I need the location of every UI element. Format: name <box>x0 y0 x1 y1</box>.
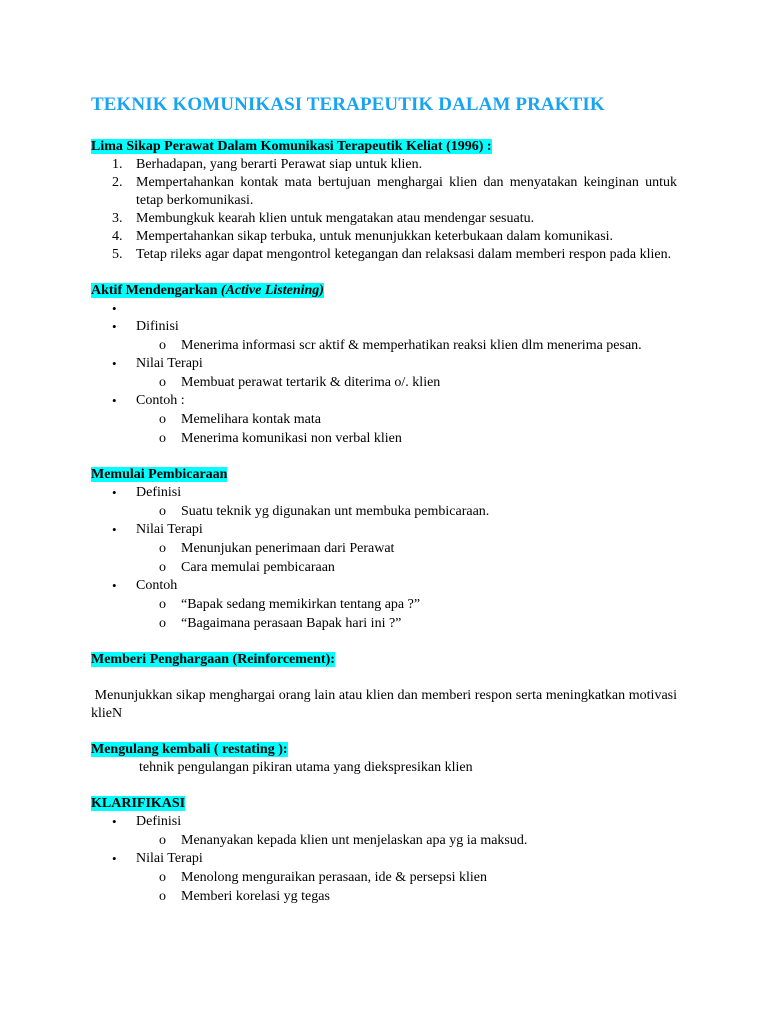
list-item <box>91 174 677 210</box>
document-title: TEKNIK KOMUNIKASI TERAPEUTIK DALAM PRAKTIK <box>91 94 605 115</box>
bullet-text: Difinisi <box>136 319 179 334</box>
bullet-icon: • <box>112 319 117 334</box>
circle-bullet-icon: o <box>159 560 166 575</box>
bullet-text: Definisi <box>136 814 182 829</box>
bullet-text: Nilai Terapi <box>136 851 203 866</box>
bullet-icon: • <box>112 393 117 408</box>
circle-bullet-icon: o <box>159 833 166 848</box>
section-mengulang-kembali <box>91 741 677 777</box>
sub-bullet-text: Menerima informasi scr aktif & memperhatikan reaksi klien dlm menerima pesan. <box>181 338 642 353</box>
bullet-text: Definisi <box>136 485 182 500</box>
item-number: 3. <box>112 211 123 226</box>
circle-bullet-icon: o <box>159 541 166 556</box>
bullet-item <box>91 850 677 868</box>
section-heading <box>91 651 677 669</box>
sub-bullet-item <box>91 888 677 906</box>
bullet-icon: • <box>112 522 117 537</box>
circle-bullet-icon: o <box>159 412 166 427</box>
circle-bullet-icon: o <box>159 504 166 519</box>
section-aktif-mendengarkan <box>91 282 677 448</box>
heading-highlight: Mengulang kembali ( restating ): <box>91 742 288 757</box>
heading-highlight: Memberi Penghargaan (Reinforcement): <box>91 652 335 667</box>
bullet-item-empty <box>91 300 677 318</box>
heading-highlight: KLARIFIKASI <box>91 796 186 811</box>
heading-highlight: Memulai Pembicaraan <box>91 467 228 482</box>
item-number: 1. <box>112 157 123 172</box>
bullet-text: Nilai Terapi <box>136 522 203 537</box>
bullet-icon: • <box>112 851 117 866</box>
sub-bullet-text: Membuat perawat tertarik & diterima o/. klien <box>181 375 441 390</box>
bullet-item <box>91 318 677 336</box>
section-heading <box>91 138 677 156</box>
paragraph: tehnik pengulangan pikiran utama yang diekspresikan klien <box>139 760 473 775</box>
section-heading <box>91 741 677 759</box>
item-text: Berhadapan, yang berarti Perawat siap untuk klien. <box>136 157 423 172</box>
sub-bullet-item <box>91 503 677 521</box>
bullet-item <box>91 484 677 502</box>
circle-bullet-icon: o <box>159 431 166 446</box>
sub-bullet-text: “Bagaimana perasaan Bapak hari ini ?” <box>181 616 402 631</box>
bullet-icon: • <box>112 356 117 371</box>
list-item <box>91 228 677 246</box>
sub-bullet-text: Memelihara kontak mata <box>181 412 321 427</box>
bullet-icon: • <box>112 301 117 316</box>
section-heading <box>91 282 677 300</box>
bullet-icon: • <box>112 578 117 593</box>
bullet-icon: • <box>112 485 117 500</box>
circle-bullet-icon: o <box>159 338 166 353</box>
item-number: 5. <box>112 247 123 262</box>
bullet-icon: • <box>112 814 117 829</box>
sub-bullet-text: Menanyakan kepada klien unt menjelaskan apa yg ia maksud. <box>181 833 528 848</box>
item-text: Membungkuk kearah klien untuk mengatakan atau mendengar sesuatu. <box>136 211 535 226</box>
sub-bullet-item <box>91 869 677 887</box>
numbered-list <box>91 156 677 264</box>
sub-bullet-item <box>91 832 677 850</box>
circle-bullet-icon: o <box>159 375 166 390</box>
item-number: 4. <box>112 229 123 244</box>
section-heading <box>91 795 677 813</box>
item-text: Mempertahankan kontak mata bertujuan menghargai klien dan menyatakan keinginan untuk tetap berkomunikasi. <box>136 175 677 208</box>
sub-bullet-text: Menolong menguraikan perasaan, ide & persepsi klien <box>181 870 487 885</box>
circle-bullet-icon: o <box>159 870 166 885</box>
item-number: 2. <box>112 175 123 190</box>
heading-highlight: Lima Sikap Perawat Dalam Komunikasi Terapeutik Keliat (1996) : <box>91 139 492 154</box>
bullet-item <box>91 577 677 595</box>
circle-bullet-icon: o <box>159 597 166 612</box>
section-memberi-penghargaan <box>91 651 681 723</box>
sub-bullet-text: Menerima komunikasi non verbal klien <box>181 431 402 446</box>
bullet-text: Contoh : <box>136 393 185 408</box>
list-item <box>91 156 677 174</box>
sub-bullet-item <box>91 374 677 392</box>
heading-text: Aktif Mendengarkan <box>91 283 221 298</box>
section-heading <box>91 466 677 484</box>
item-text: Tetap rileks agar dapat mengontrol ketegangan dan relaksasi dalam memberi respon pada klien. <box>136 247 672 262</box>
sub-bullet-item <box>91 411 677 429</box>
bullet-item <box>91 521 677 539</box>
sub-bullet-text: Suatu teknik yg digunakan unt membuka pembicaraan. <box>181 504 490 519</box>
sub-bullet-item <box>91 337 677 355</box>
sub-bullet-item <box>91 430 677 448</box>
heading-highlight <box>91 283 324 298</box>
section-lima-sikap <box>91 138 677 264</box>
list-item <box>91 246 677 264</box>
sub-bullet-item <box>91 540 677 558</box>
sub-bullet-text: Cara memulai pembicaraan <box>181 560 335 575</box>
blank-line <box>91 669 677 687</box>
bullet-text: Contoh <box>136 578 178 593</box>
list-item <box>91 210 677 228</box>
bullet-text: Nilai Terapi <box>136 356 203 371</box>
bullet-item <box>91 392 677 410</box>
sub-bullet-item <box>91 596 677 614</box>
sub-bullet-text: Menunjukan penerimaan dari Perawat <box>181 541 395 556</box>
section-klarifikasi <box>91 795 677 906</box>
document-page <box>91 93 681 924</box>
sub-bullet-item <box>91 559 677 577</box>
item-text: Mempertahankan sikap terbuka, untuk menunjukkan keterbukaan dalam komunikasi. <box>136 229 614 244</box>
bullet-item <box>91 355 677 373</box>
heading-italic: (Active Listening) <box>220 283 324 298</box>
sub-bullet-text: Memberi korelasi yg tegas <box>181 889 330 904</box>
section-memulai-pembicaraan <box>91 466 677 633</box>
bullet-item <box>91 813 677 831</box>
sub-bullet-item <box>91 615 677 633</box>
sub-bullet-text: “Bapak sedang memikirkan tentang apa ?” <box>181 597 421 612</box>
paragraph: Menunjukkan sikap menghargai orang lain atau klien dan memberi respon serta meningkatkan motivasi klieN <box>91 688 681 721</box>
circle-bullet-icon: o <box>159 889 166 904</box>
circle-bullet-icon: o <box>159 616 166 631</box>
